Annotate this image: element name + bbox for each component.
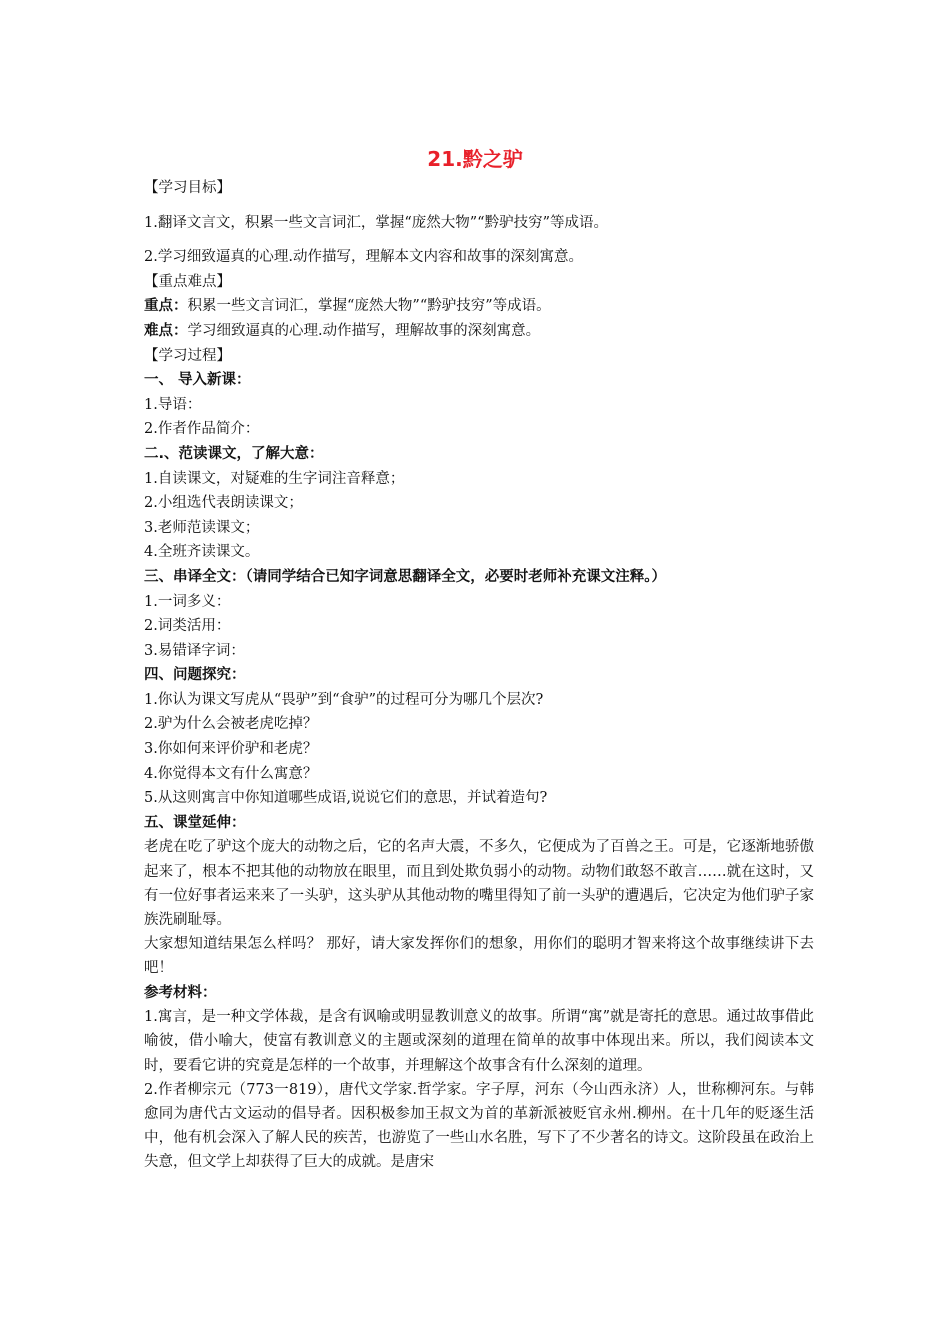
list-item: 4.你觉得本文有什么寓意？ — [144, 765, 318, 782]
goal-item: 1.翻译文言文，积累一些文言词汇，掌握“庞然大物”“黔驴技穷”等成语。 — [144, 214, 608, 231]
section-heading: 一、 导入新课： — [144, 372, 251, 389]
document-title: 21.黔之驴 — [427, 147, 523, 171]
list-item: 1.一词多义： — [144, 593, 231, 610]
list-item: 3.易错译字词： — [144, 642, 245, 659]
reference-paragraph: 2.作者柳宗元（773一819），唐代文学家.哲学家。字子厚，河东（今山西永济）人，世称柳河东。与韩愈同为唐代古文运动的倡导者。因积极参加王叔文为首的革新派被贬官永州.柳州。在十几年的贬逐生活中，他有机会深入了解人民的疾苦，也游览了一些山水名胜，写下了不少著名的诗文。这阶段虽在政治上失意，但文学上却获得了巨大的成就。是唐宋 — [144, 1081, 814, 1171]
document-body — [144, 176, 814, 1175]
list-item: 3.你如何来评价驴和老虎？ — [144, 741, 318, 758]
difficult-point — [144, 319, 814, 344]
key-label: 重点： — [144, 298, 188, 315]
key-point — [144, 294, 814, 319]
goal-item: 2.学习细致逼真的心理.动作描写，理解本文内容和故事的深刻寓意。 — [144, 249, 583, 266]
list-item: 2.驴为什么会被老虎吃掉？ — [144, 716, 318, 733]
list-item: 2.词类活用： — [144, 618, 231, 635]
section-heading: 四、问题探究： — [144, 667, 246, 684]
extension-paragraph: 大家想知道结果怎么样吗？ 那好，请大家发挥你们的想象，用你们的聪明才智来将这个故事继续讲下去吧！ — [144, 936, 814, 977]
list-item: 2.小组选代表朗读课文； — [144, 495, 303, 512]
list-item: 1.你认为课文写虎从“畏驴”到“食驴”的过程可分为哪几个层次? — [144, 691, 544, 708]
extension-paragraph: 老虎在吃了驴这个庞大的动物之后，它的名声大震，不多久，它便成为了百兽之王。可是，它逐渐地骄傲起来了，根本不把其他的动物放在眼里，而且到处欺负弱小的动物。动物们敢怒不敢言……就在这时，又有一位好事者运来来了一头驴，这头驴从其他动物的嘴里得知了前一头驴的遭遇后，它决定为他们驴子家族洗刷耻辱。 — [144, 839, 814, 929]
keypoints-heading: 【重点难点】 — [144, 273, 231, 290]
difficult-label: 难点： — [144, 322, 188, 339]
list-item: 3.老师范读课文； — [144, 519, 260, 536]
list-item: 1.导语： — [144, 396, 202, 413]
list-item: 5.从这则寓言中你知道哪些成语,说说它们的意思，并试着造句? — [144, 790, 548, 807]
reference-paragraph: 1.寓言，是一种文学体裁，是含有讽喻或明显教训意义的故事。所谓“寓”就是寄托的意思。通过故事借此喻彼，借小喻大，使富有教训意义的主题或深刻的道理在简单的故事中体现出来。所以，我们阅读本文时，要看它讲的究竟是怎样的一个故事，并理解这个故事含有什么深刻的道理。 — [144, 1009, 814, 1074]
key-text: 积累一些文言词汇，掌握“庞然大物”“黔驴技穷”等成语。 — [187, 298, 551, 315]
goals-heading: 【学习目标】 — [144, 180, 231, 196]
difficult-text: 学习细致逼真的心理.动作描写，理解故事的深刻寓意。 — [187, 322, 541, 339]
list-item: 4.全班齐读课文。 — [144, 544, 260, 561]
section-heading: 二.、范读课文，了解大意： — [144, 445, 324, 462]
process-heading: 【学习过程】 — [144, 347, 231, 364]
section-heading: 三、串译全文：（请同学结合已知字词意思翻译全文，必要时老师补充课文注释。） — [144, 568, 666, 585]
references-heading: 参考材料： — [144, 984, 217, 1001]
list-item: 2.作者作品简介： — [144, 421, 260, 438]
list-item: 1.自读课文，对疑难的生字词注音释意； — [144, 470, 405, 487]
extension-heading: 五、课堂延伸： — [144, 814, 246, 831]
